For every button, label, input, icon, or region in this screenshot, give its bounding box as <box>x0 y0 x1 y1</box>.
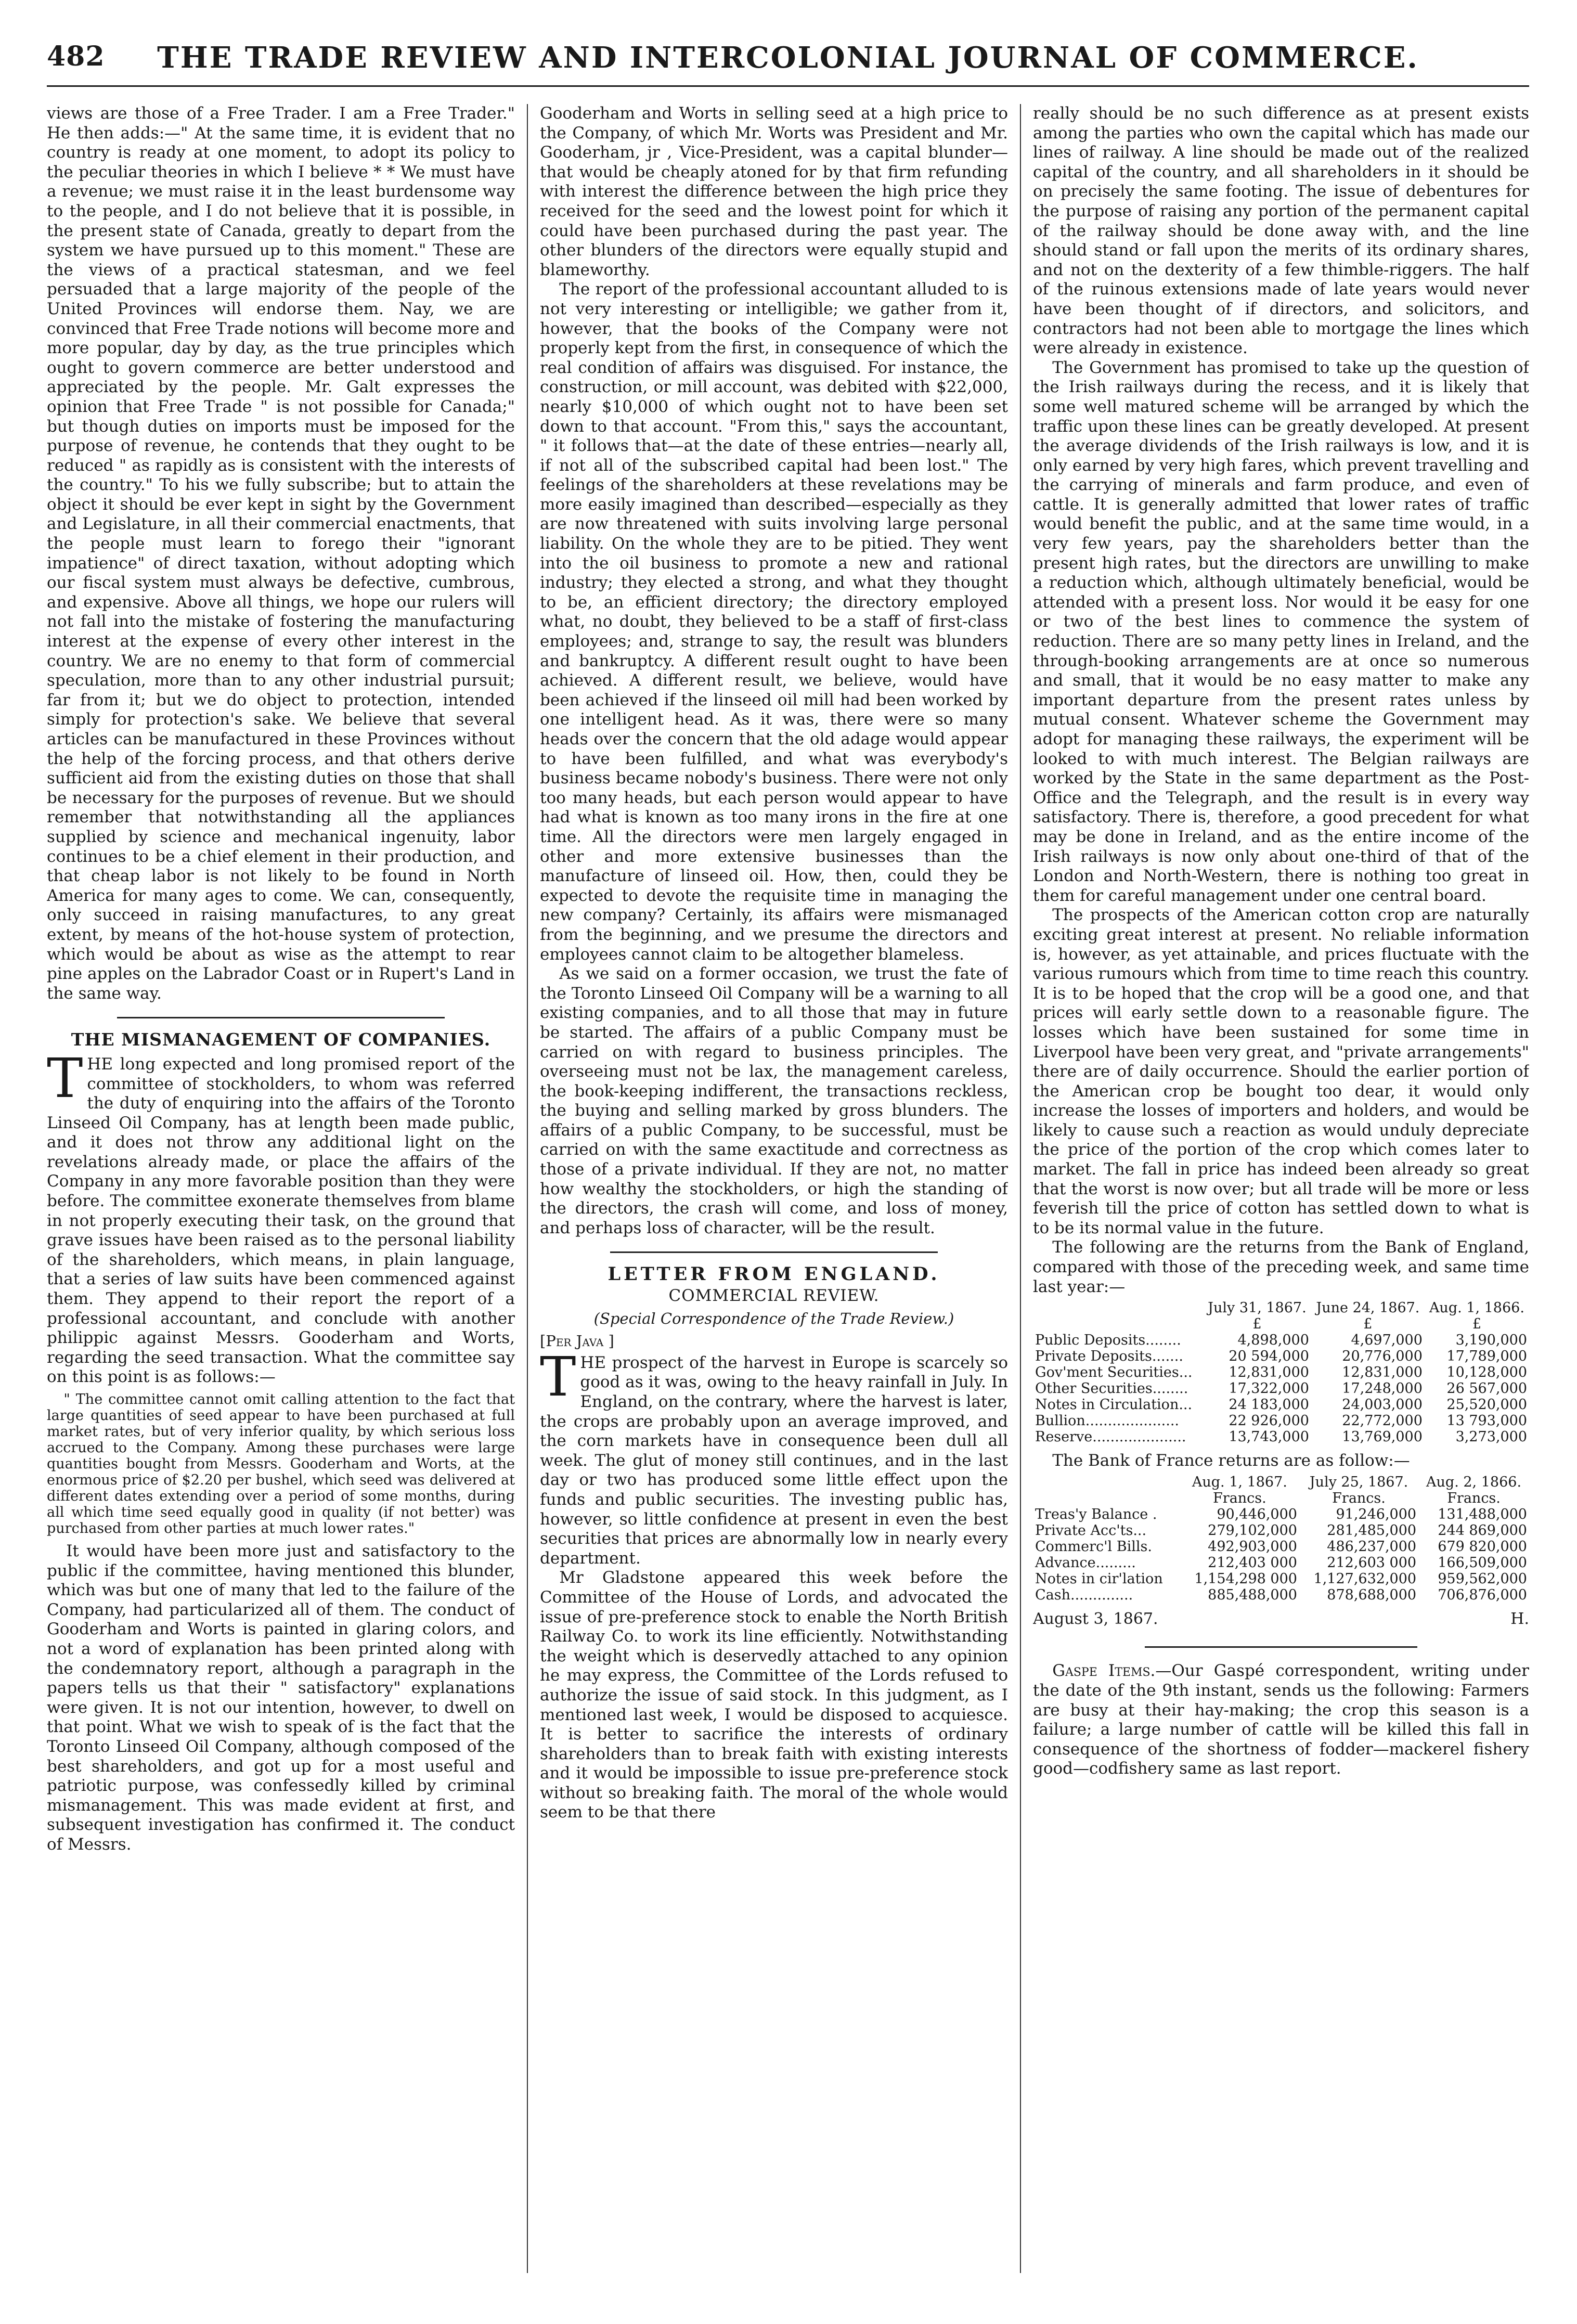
mismanagement-intro-paragraph <box>47 1046 515 1387</box>
row-label: Commerc'l Bills. <box>1035 1538 1152 1555</box>
table-row <box>1033 1413 1529 1429</box>
gaspe-items-paragraph <box>1033 1661 1529 1779</box>
cell-value: 1,154,298 000 <box>1194 1570 1297 1587</box>
cell-value: 13,769,000 <box>1342 1429 1423 1445</box>
table-row <box>1033 1587 1529 1603</box>
cell-value: 212,403 000 <box>1208 1554 1297 1571</box>
irish-railways-paragraph: The Government has promised to take up the question of the Irish railways during the recess, and it is likely that some well matured scheme will be arranged by which the traffic upon these lines can be greatly developed. At present the average dividends of the Irish railways is low, and it is only earned by very high fares, which prevent travelling and the carrying of minerals and farm produce, and even of cattle. It is generally admitted that lower rates of traffic would benefit the public, and at the same time would, in a very few years, pay the shareholders better than the present high rates, but the directors are unwilling to make a reduction which, although ultimately beneficial, would be attended with a present loss. Nor would it be easy for one or two of the best lines to commence the system of reduction. There are so many petty lines in Ireland, and the through-booking arrangements are at once so numerous and small, that it would be no easy matter to make any important departure from the present rates unless by mutual consent. Whatever scheme the Government may adopt for managing these railways, the experiment will be looked to with much interest. The Belgian railways are worked by the State in the same department as the Post-Office and the Telegraph, and the result is in every way satisfactory. There is, therefore, a good precedent for what may be done in Ireland, and as the entire income of the Irish railways is now only about one-third of that of the London and North-Western, there is nothing too great in them for careful management under one central board. <box>1033 358 1529 905</box>
letter-subtitle: COMMERCIAL REVIEW. <box>668 1286 880 1306</box>
warning-paragraph: As we said on a former occasion, we trust the fate of the Toronto Linseed Oil Company will be a warning to all existing companies, and to all those that may in future be started. The affairs of a public Company must be carried on with regard to business principles. The overseeing must not be lax, the management careless, the book-keeping indifferent, the transactions reckless, the buying and selling marked by gross blunders. The affairs of a public Company, to be successful, must be carried on with the same exactitude and correctness as those of a private individual. If they are not, no matter how wealthy the stockholders, or high the standing of the directors, the crash will come, and loss of money, and perhaps loss of character, will be the result. <box>540 964 1008 1237</box>
table-row <box>1033 1555 1529 1571</box>
railway-paragraph: really should be no such difference as at present exists among the parties who own the capital which has made our lines of railway. A line should be made out of the realized capital of the country, and all shareholders in it should be on precisely the same footing. The issue of debentures for the purpose of raising any portion of the permanent capital of the railway should be done away with, and the line should stand or fall upon the merits of its ordinary shares, and not on the dexterity of a few thimble-riggers. The half of the ruinous extensions made of late years would never have been thought of if directors, and solicitors, and contractors had not been able to mortgage the lines which were already in existence. <box>1033 104 1529 358</box>
page-header <box>47 41 1529 82</box>
cell-value: 20 594,000 <box>1229 1348 1309 1365</box>
cell-value: 706,876,000 <box>1438 1586 1527 1603</box>
cell-value: 17,789,000 <box>1446 1348 1527 1365</box>
column-rule-1 <box>527 104 528 2273</box>
cell-value: 131,488,000 <box>1438 1506 1527 1522</box>
table-header: July 31, 1867. <box>1208 1300 1307 1316</box>
cell-value: 90,446,000 <box>1217 1506 1297 1522</box>
signoff-date: August 3, 1867. <box>1033 1609 1158 1628</box>
accountant-paragraph: The report of the professional accountant alluded to is not very interesting or intelligible; we gather from it, however, that the books of the Company were not properly kept from the first, in consequence of which the real condition of affairs was disguised. For instance, the construction, or mill account, was debited with $22,000, nearly $10,000 of which ought not to have been set down to that account. "From this," says the accountant, " it follows that—at the date of these entries—nearly all, if not all of the subscribed capital had been lost." The feelings of the shareholders at these revelations may be more easily imagined than described—especially as they are now threatened with suits involving large personal liability. On the whole they are to be pitied. They went into the oil business to promote a new and rational industry; they elected a strong, and what they thought to be, an efficient directory; the directory employed what, no doubt, they believed to be a staff of first-class employees; and, strange to say, the result was blunders and bankruptcy. A different result ought to have been achieved. A different result, we believe, would have been achieved if the linseed oil mill had been worked by one intelligent head. As it was, there were so many heads over the concern that the old adage would appear to have been fulfilled, and what was everybody's business became nobody's business. There were not only too many heads, but each person would appear to have had what is known as too many irons in the fire at one time. All the directors were men largely engaged in other and more extensive businesses than the manufacture of linseed oil. How, then, could they be expected to devote the requisite time in managing the new company? Certainly, its affairs were mismanaged from the beginning, and we presume the directors and employees cannot claim to be altogether blameless. <box>540 280 1008 964</box>
signoff-initial: H. <box>1510 1609 1529 1628</box>
row-label: Cash.............. <box>1035 1586 1133 1603</box>
table-row <box>1033 1506 1529 1522</box>
cell-value: 3,273,000 <box>1455 1429 1527 1445</box>
cell-value: 959,562,000 <box>1438 1570 1527 1587</box>
table-row <box>1033 1539 1529 1555</box>
table-row <box>1033 1332 1529 1348</box>
row-label: Private Deposits....... <box>1035 1348 1183 1365</box>
row-label: Gov'ment Securities... <box>1035 1364 1193 1381</box>
gaspe-items-text: —Our Gaspé correspondent, writing under the date of the 9th instant, sends us the following: Farmers are busy at their hay-making; the crop this season is a failure; a large number of cattle will be killed this fall in consequence of the shortness of fodder—mackerel fishery good—codfishery same as last report. <box>1033 1661 1529 1778</box>
cell-value: 212,603 000 <box>1327 1554 1417 1571</box>
gladstone-paragraph: Mr Gladstone appeared this week before the Committee of the House of Lords, and advocated the issue of pre-preference stock to enable the North British Railway Co. to work its line efficiently. Notwithstanding the weight which is deservedly attached to any opinion he may express, the Committee of the Lords refused to authorize the issue of said stock. In this judgment, as I mentioned last week, I would be disposed to acquiesce. It is better to sacrifice the interests of ordinary shareholders than to break faith with existing interests and it would be impossible to issue pre-preference stock without so breaking faith. The moral of the whole would seem to be that there <box>540 1568 1008 1822</box>
mismanagement-intro-text: HE long expected and long promised report of the committee of stockholders, to whom was referred the duty of enquiring into the affairs of the Toronto Linseed Oil Company, has at length been made public, and it does not throw any additional light on the revelations already made, or place the affairs of the Company in any more favorable position than they were before. The committee exonerate themselves from blame in not properly executing their task, on the ground that grave issues have been raised as to the personal liability of the shareholders, which means, in plain language, that a series of law suits have been commenced against them. They append to their report the report of a professional accountant, and conclude with another philippic against Messrs. Gooderham and Worts, regarding the seed transaction. What the committee say on this point is as follows:— <box>47 1054 515 1387</box>
section-divider <box>1145 1646 1418 1648</box>
row-label: Private Acc'ts... <box>1035 1522 1147 1539</box>
currency-label: £ <box>1252 1316 1262 1333</box>
row-label: Notes in cir'lation <box>1035 1570 1163 1587</box>
page-number: 482 <box>47 41 105 72</box>
cell-value: 91,246,000 <box>1336 1506 1417 1522</box>
harvest-text: HE prospect of the harvest in Europe is scarcely so good as it was, owing to the heavy rainfall in July. In England, on the contrary, where the harvest is later, the crops are probably upon an average improved, and the corn markets have in consequence been dull all week. The glut of money still continues, and in the last day or two has produced some little effect upon the funds and public securities. The investing public has, however, so little confidence at present in even the best securities that prices are abnormally low in nearly every department. <box>540 1353 1008 1568</box>
row-label: Notes in Circulation... <box>1035 1397 1193 1413</box>
cell-value: 878,688,000 <box>1327 1586 1417 1603</box>
cell-value: 492,903,000 <box>1208 1538 1297 1555</box>
cell-value: 1,127,632,000 <box>1313 1570 1417 1587</box>
header-rule <box>47 85 1529 87</box>
gaspe-items-lead: Gaspe Items. <box>1052 1661 1156 1681</box>
table-header: July 25, 1867. <box>1309 1474 1408 1490</box>
section-title-mismanagement: THE MISMANAGEMENT OF COMPANIES. <box>71 1029 491 1050</box>
row-label: Treas'y Balance . <box>1035 1506 1157 1522</box>
column-3 <box>1033 104 1529 2289</box>
cell-value: 12,831,000 <box>1342 1364 1423 1381</box>
cell-value: 679 820,000 <box>1438 1538 1527 1555</box>
letter-correspondence-note: (Special Correspondence of the Trade Review.) <box>593 1309 954 1327</box>
row-label: Bullion..................... <box>1035 1413 1180 1429</box>
table-header-row <box>1033 1474 1529 1490</box>
cell-value: 22,772,000 <box>1342 1413 1423 1429</box>
cell-value: 281,485,000 <box>1327 1522 1417 1539</box>
table-currency-row <box>1033 1316 1529 1332</box>
committee-quote-text: " The committee cannot omit calling attention to the fact that large quantities of seed appear to have been purchased at full market rates, but of very inferior quality, by which serious loss accrued to the Company. Among these purchases were large quantities bought from Messrs. Gooderham and Worts, at the enormous price of $2.20 per bushel, which seed was delivered at different dates extending over a period of some months, during all which time seed equally good in quality (if not better) was purchased from other parties at much lower rates." <box>47 1391 515 1537</box>
table-currency-row <box>1033 1490 1529 1506</box>
table-header: June 24, 1867. <box>1316 1300 1420 1316</box>
cell-value: 4,898,000 <box>1237 1332 1309 1349</box>
currency-label: £ <box>1472 1316 1482 1333</box>
cell-value: 166,509,000 <box>1438 1554 1527 1571</box>
letter-dateline: [Per Java ] <box>540 1332 614 1350</box>
currency-label: Francs. <box>1213 1490 1266 1506</box>
bank-france-intro: The Bank of France returns are as follow:— <box>1052 1451 1410 1470</box>
letter-title: LETTER FROM ENGLAND. <box>607 1263 940 1285</box>
letter-signoff <box>1033 1609 1529 1629</box>
bank-of-england-table <box>1033 1300 1529 1445</box>
mismanagement-paragraph-2: It would have been more just and satisfactory to the public if the committee, having mentioned this blunder, which was but one of many that led to the failure of the Company, had particularized all of them. The conduct of Gooderham and Worts is painted in glaring colors, and not a word of explanation has been printed along with the condemnatory report, although a paragraph in the papers tells us that their " satisfactory" explanations were given. It is not our intention, however, to dwell on that point. What we wish to speak of is the fact that the Toronto Linseed Oil Company, although composed of the best shareholders, and got up for a most useful and patriotic purpose, was confessedly killed by criminal mismanagement. This was made evident at first, and subsequent investigation has confirmed it. The conduct of Messrs. <box>47 1542 515 1854</box>
cell-value: 3,190,000 <box>1455 1332 1527 1349</box>
journal-title: THE TRADE REVIEW AND INTERCOLONIAL JOURNAL OF COMMERCE. <box>157 41 1419 75</box>
harvest-paragraph <box>540 1345 1008 1569</box>
table-header-blank <box>1033 1474 1180 1490</box>
cell-value: 25,520,000 <box>1446 1397 1527 1413</box>
currency-label: Francs. <box>1332 1490 1386 1506</box>
drop-cap: T <box>540 1345 576 1409</box>
table-row <box>1033 1429 1529 1445</box>
cell-value: 24,003,000 <box>1342 1397 1423 1413</box>
cell-value: 17,322,000 <box>1229 1380 1309 1397</box>
bank-england-intro: The following are the returns from the Bank of England, compared with those of the preceding week, and same time last year:— <box>1033 1238 1529 1296</box>
cell-value: 10,128,000 <box>1446 1364 1527 1381</box>
table-header-blank <box>1033 1300 1203 1316</box>
cell-value: 22 926,000 <box>1229 1413 1309 1429</box>
table-row <box>1033 1364 1529 1380</box>
cell-value: 486,237,000 <box>1327 1538 1417 1555</box>
table-row <box>1033 1571 1529 1587</box>
cell-value: 20,776,000 <box>1342 1348 1423 1365</box>
cell-value: 885,488,000 <box>1208 1586 1297 1603</box>
cell-value: 13,743,000 <box>1229 1429 1309 1445</box>
table-header: Aug. 1, 1866. <box>1429 1300 1524 1316</box>
cell-value: 26 567,000 <box>1446 1380 1527 1397</box>
cell-value: 244 869,000 <box>1438 1522 1527 1539</box>
cell-value: 279,102,000 <box>1208 1522 1297 1539</box>
row-label: Reserve..................... <box>1035 1429 1186 1445</box>
table-row <box>1033 1522 1529 1539</box>
bank-of-france-table <box>1033 1474 1529 1603</box>
column-2 <box>540 104 1008 2289</box>
drop-cap: T <box>47 1046 83 1110</box>
cell-value: 12,831,000 <box>1229 1364 1309 1381</box>
row-label: Other Securities........ <box>1035 1380 1188 1397</box>
gooderham-paragraph: Gooderham and Worts in selling seed at a high price to the Company, of which Mr. Worts was President and Mr. Gooderham, jr , Vice-President, was a capital blunder—that would be cheaply atoned for by that firm refunding with interest the difference between the high price they received for the seed and the lowest point for which it could have been purchased during the past year. The other blunders of the directors were equally stupid and blameworthy. <box>540 104 1008 279</box>
table-row <box>1033 1348 1529 1364</box>
table-header: Aug. 1, 1867. <box>1192 1474 1287 1490</box>
cotton-paragraph: The prospects of the American cotton crop are naturally exciting great interest at present. No reliable information is, however, as yet attainable, and prices fluctuate with the various rumours which from time to time reach this country. It is to be hoped that the crop will be a good one, and that prices will early settle down to a reasonable figure. The losses which have been sustained for some time in Liverpool have been very great, and "private arrangements" there are of daily occurrence. Should the earlier portion of the American crop be bought too dear, it would only increase the losses of importers and holders, and would be likely to cause such a reaction as would unduly depreciate the price of the portion of the crop which comes later to market. The fall in price has indeed been already so great that the worst is now over; but all trade will be more or less feverish till the price of cotton has settled down to what is to be its normal value in the future. <box>1033 906 1529 1237</box>
free-trade-paragraph: views are those of a Free Trader. I am a Free Trader." He then adds:—" At the same time, it is evident that no country is ready at one moment, to adopt its policy to the peculiar theories in which I believe * * We must have a revenue; we must raise it in the least burdensome way to the people, and I do not believe that it is possible, in the present state of Canada, greatly to depart from the system we have pursued up to this moment." These are the views of a practical statesman, and we feel persuaded that a large majority of the people of the United Provinces will endorse them. Nay, we are convinced that Free Trade notions will become more and more popular, day by day, as the true principles which ought to govern commerce are better understood and appreciated by the people. Mr. Galt expresses the opinion that Free Trade " is not possible for Canada;" but though duties on imports must be imposed for the purpose of revenue, he contends that they ought to be reduced " as rapidly as is consistent with the interests of the country." To his we fully subscribe; but to attain the object it should be ever kept in sight by the Government and Legislature, in all their commercial enactments, that the people must learn to forego their "ignorant impatience" of direct taxation, without adopting which our fiscal system must always be defective, cumbrous, and expensive. Above all things, we hope our rulers will not fall into the mistake of fostering the manufacturing interest at the expense of every other interest in the country. We are no enemy to that form of commercial speculation, more than to any other industrial pursuit; far from it; but we do object to protection, intended simply for protection's sake. We believe that several articles can be manufactured in these Provinces without the help of the forcing process, and that others derive sufficient aid from the existing duties on those that shall be necessary for the purposes of revenue. But we should remember that notwithstanding all the appliances supplied by science and mechanical ingenuity, labor continues to be a chief element in their production, and that cheap labor is not likely to be found in North America for many ages to come. We can, consequently, only succeed in raising manufactures, to any great extent, by means of the hot-house system of protection, which would be about as wise as the attempt to rear pine apples on the Labrador Coast or in Rupert's Land in the same way. <box>47 104 515 1003</box>
section-divider <box>117 1017 445 1018</box>
row-label: Advance......... <box>1035 1554 1136 1571</box>
column-1 <box>47 104 515 2289</box>
cell-value: 13 793,000 <box>1446 1413 1527 1429</box>
column-rule-2 <box>1020 104 1021 2273</box>
committee-quote <box>47 1387 515 1542</box>
cell-value: 17,248,000 <box>1342 1380 1423 1397</box>
table-row <box>1033 1397 1529 1413</box>
table-header-row <box>1033 1300 1529 1316</box>
cell-value: 24 183,000 <box>1229 1397 1309 1413</box>
table-row <box>1033 1380 1529 1397</box>
currency-label: £ <box>1363 1316 1373 1333</box>
currency-label: Francs. <box>1447 1490 1501 1506</box>
cell-value: 4,697,000 <box>1351 1332 1423 1349</box>
section-divider <box>610 1251 938 1253</box>
table-header: Aug. 2, 1866. <box>1426 1474 1522 1490</box>
row-label: Public Deposits........ <box>1035 1332 1181 1349</box>
